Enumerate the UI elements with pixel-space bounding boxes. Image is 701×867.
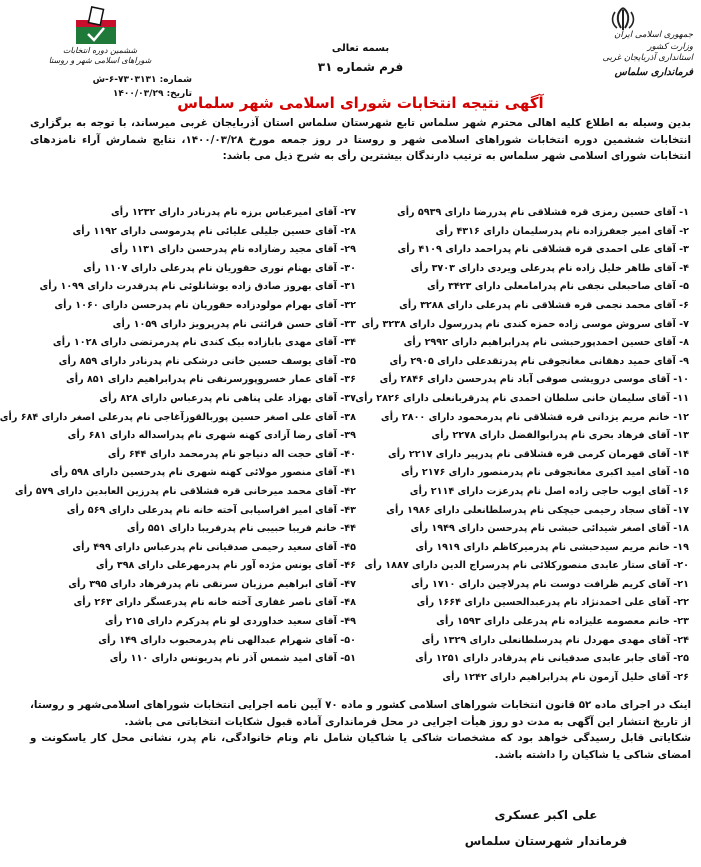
candidate-item: ۵۱- آقای امید شمس آذر نام پدریونس دارای ۱۱۰ رأی: [109, 653, 356, 665]
candidate-item: ۱۱- آقای سلیمان خانی سلطان احمدی نام پدرقربانعلی دارای ۲۸۲۶ رأی: [355, 392, 689, 404]
form-number: فرم شماره ۳۱: [317, 60, 404, 74]
candidate-item: ۱۶- آقای ایوب حاجی زاده اصل نام پدرعزت دارای ۲۱۱۴ رأی: [409, 485, 689, 497]
candidate-item: ۴۰- آقای حجت اله دنیاجو نام پدرمحمد دارای ۶۴۴ رأی: [107, 448, 356, 460]
candidate-item: ۴۶- آقای یونس مژده آور نام پدرمهرعلی دارای ۳۹۸ رأی: [95, 560, 356, 572]
candidate-item: ۴- آقای طاهر خلیل زاده نام پدرعلی ویردی دارای ۳۷۰۳ رأی: [410, 262, 689, 274]
candidate-item: ۱۳- آقای فرهاد بحری نام پدرابوالفضل دارای ۲۲۷۸ رأی: [431, 430, 689, 442]
candidate-item: ۲۹- آقای مجید رضازاده نام پدرحسن دارای ۱۱۳۱ رأی: [110, 244, 356, 256]
candidate-item: ۱۴- آقای قهرمان کرمی قره قشلاقی نام پدرپیر دارای ۲۲۱۷ رأی: [387, 448, 689, 460]
candidate-item: ۲۳- خانم معصومه علیزاده نام پدرعلی دارای ۱۵۹۳ رأی: [436, 616, 689, 628]
candidate-item: ۳۶- آقای عمار خسروپورسرنقی نام پدرابراهیم دارای ۸۵۱ رأی: [65, 374, 356, 386]
candidate-item: ۳۰- آقای بهنام نوری حقوریان نام پدرعلی دارای ۱۱۰۷ رأی: [83, 262, 356, 274]
candidate-item: ۲۰- آقای ستار عابدی منصورکلائی نام پدرسراج الدین دارای ۱۸۸۷ رأی: [364, 560, 689, 572]
candidate-item: ۴۸- آقای ناصر غفاری آخته خانه نام پدرعسگر دارای ۲۶۳ رأی: [73, 597, 356, 609]
candidate-item: ۳۷- آقای بهزاد علی پناهی نام پدرعباس دارای ۸۲۸ رأی: [99, 392, 356, 404]
candidate-item: ۲۲- آقای علی احمدنژاد نام پدرعبدالحسین دارای ۱۶۶۴ رأی: [416, 597, 689, 609]
candidate-item: ۶- آقای محمد نجمی قره قشلاقی نام پدرعلی دارای ۳۲۸۸ رأی: [399, 299, 689, 311]
candidate-item: ۳۱- آقای بهروز صادق زاده یوشانلوئی نام پدرقدرت دارای ۱۰۹۹ رأی: [39, 281, 356, 293]
candidate-item: ۱- آقای حسین رمزی قره قشلاقی نام پدررضا دارای ۵۹۳۹ رأی: [396, 207, 689, 218]
candidate-item: ۲۵- آقای جابر عابدی صدقیانی نام پدرقادر دارای ۱۲۵۱ رأی: [415, 653, 689, 665]
candidate-item: ۴۹- آقای سعید خداوردی لو نام پدرکرم دارای ۲۱۵ رأی: [104, 616, 356, 628]
candidate-item: ۲- آقای امیر جعفرزاده نام پدرسلیمان دارای ۴۳۱۶ رأی: [435, 225, 689, 237]
candidate-list-left: [0, 204, 356, 669]
candidate-item: ۲۴- آقای مهدی مهردل نام پدرسلطانعلی دارای ۱۳۲۹ رأی: [421, 634, 689, 646]
candidate-item: ۱۸- آقای اصغر شیدائی حبشی نام پدرحسن دارای ۱۹۴۹ رأی: [410, 523, 689, 535]
candidate-item: ۴۷- آقای ابراهیم مرزبان سرنقی نام پدرفرهاد دارای ۳۹۵ رأی: [68, 578, 356, 590]
candidate-item: ۳۴- آقای مهدی بابازاده بیک کندی نام پدرمرتضی دارای ۱۰۲۸ رأی: [52, 337, 356, 349]
signer-name: علی اکبر عسکری: [494, 808, 598, 822]
signer-title: فرماندار شهرستان سلماس: [464, 834, 628, 848]
candidate-item: ۲۶- آقای خلیل آزمون نام پدرابراهیم دارای ۱۲۴۲ رأی: [442, 671, 689, 683]
candidate-item: ۴۴- خانم فریبا حبیبی نام پدرفریبا دارای ۵۵۱ رأی: [126, 523, 356, 535]
candidate-list-right: [355, 204, 689, 687]
council-line: شوراهای اسلامی شهر و روستا: [48, 56, 152, 65]
governorate-name: فرمانداری سلماس: [614, 66, 693, 78]
candidate-item: ۲۱- آقای کریم ظرافت دوست نام پدرلاچین دارای ۱۷۱۰ رأی: [411, 578, 689, 590]
candidate-item: ۵- آقای صاحبعلی نجفی نام پدرامامعلی دارای ۳۴۲۳ رأی: [427, 281, 689, 293]
candidate-item: ۴۳- آقای امیر افراسیابی آخته خانه نام پدرعلی دارای ۵۶۹ رأی: [66, 504, 356, 516]
candidate-item: ۸- آقای حسین احمدپورحبشی نام پدرابراهیم دارای ۲۹۹۲ رأی: [403, 337, 689, 349]
candidate-item: ۱۵- آقای امید اکبری مغانجوقی نام پدرمنصور دارای ۲۱۷۶ رأی: [400, 467, 689, 479]
candidate-item: ۵۰- آقای شهرام عبدالهی نام پدرمحبوب دارای ۱۴۹ رأی: [98, 634, 356, 646]
candidate-item: ۳۳- آقای حسن قرائتی نام پدرپرویز دارای ۱۰۵۹ رأی: [112, 318, 356, 330]
candidate-item: ۳۵- آقای یوسف حسین خانی درشکی نام پدرنادر دارای ۸۵۹ رأی: [58, 355, 356, 367]
candidate-item: ۴۲- آقای محمد میرخانی قره قشلاقی نام پدرزین العابدین دارای ۵۷۹ رأی: [14, 485, 356, 497]
basmala: بسمه تعالی: [331, 43, 390, 54]
candidate-item: ۱۰- آقای موسی درویشی صوفی آباد نام پدرحسن دارای ۲۸۴۶ رأی: [379, 374, 689, 386]
candidate-item: ۲۸- آقای حسین جلیلی علیائی نام پدرموسی دارای ۱۱۹۲ رأی: [72, 225, 356, 237]
candidate-item: ۷- آقای سروش موسی زاده حمزه کندی نام پدررسول دارای ۳۲۳۸ رأی: [361, 318, 689, 330]
council-line: ششمین دوره انتخابات: [62, 46, 138, 55]
intro-paragraph: بدین وسیله به اطلاع کلیه اهالی محترم شهر سلماس تابع شهرستان سلماس استان آذربایجان غربی میرساند، با توجه به برگزاری انتخابات ششمین دوره انتخابات شوراهای اسلامی شهر و روستا در روز جمعه مورخ ۱۴۰۰/۰۳/۲۸، نتایج شمارش آراء نامزدهای انتخابات شورای اسلامی شهر سلماس به ترتیب دارندگان بیشترین رأی به شرح ذیل می باشد:: [30, 117, 692, 162]
closing-paragraph-2: شکایاتی قابل رسیدگی خواهد بود که مشخصات شاکی یا شاکیان شامل نام ونام خانوادگی، نام پدر، نشانی محل کار یاسکونت و امضای شاکی یا شاکیان را داشته باشد.: [30, 732, 691, 761]
candidate-item: ۴۵- آقای سعید رحیمی صدقیانی نام پدرعباس دارای ۴۹۹ رأی: [72, 541, 356, 553]
candidate-item: ۳۹- آقای رضا آزادی کهنه شهری نام پدراسداله دارای ۶۸۱ رأی: [67, 430, 356, 442]
ref-number: شماره: ۷۳۰۳۱۳۱-۶-ش: [92, 75, 192, 85]
candidate-item: ۴۱- آقای منصور مولائی کهنه شهری نام پدرحسین دارای ۵۹۸ رأی: [50, 467, 356, 479]
candidate-item: ۲۷- آقای امیرعباس برزه نام پدرنادر دارای ۱۲۳۲ رأی: [111, 207, 356, 218]
closing-section: [30, 697, 691, 763]
ref-date: تاریخ: ۱۴۰۰/۰۳/۲۹: [112, 89, 192, 99]
candidate-item: ۳۲- آقای بهرام مولودزاده حقوریان نام پدرحسن دارای ۱۰۶۰ رأی: [54, 299, 356, 311]
org-line: وزارت کشور: [647, 41, 693, 52]
candidate-item: ۳۸- آقای علی اصغر حسین پوربالقوزآغاجی نام پدرعلی اصغر دارای ۶۸۴ رأی: [0, 411, 356, 423]
org-line: استانداری آذربایجان غربی: [602, 53, 693, 63]
org-line: جمهوری اسلامی ایران: [614, 30, 693, 40]
candidate-item: ۳- آقای علی احمدی قره قشلاقی نام پدراحمد دارای ۴۱۰۹ رأی: [397, 244, 689, 256]
announcement-title: آگهی نتیجه انتخابات شورای اسلامی شهر سلماس: [177, 94, 544, 112]
candidate-item: ۱۹- خانم مریم سیدحبشی نام پدرمیرکاظم دارای ۱۹۱۹ رأی: [415, 541, 689, 553]
closing-paragraph-1: اینک در اجرای ماده ۵۲ قانون انتخابات شوراهای اسلامی کشور و ماده ۷۰ آیین نامه اجرایی انتخابات شوراهای اسلامی‌شهر و روستا، از تاریخ انتشار این آگهی به مدت دو روز هیأت اجرایی در محل فرمانداری آماده قبول شکایات انتخاباتی می باشد.: [30, 699, 692, 728]
candidate-item: ۹- آقای حمید دهقانی مغانجوقی نام پدرتقدعلی دارای ۲۹۰۵ رأی: [389, 355, 689, 367]
election-ballot-box-logo: [68, 6, 124, 46]
candidate-item: ۱۷- آقای سجاد رحیمی حیچکی نام پدرسلطانعلی دارای ۱۹۸۶ رأی: [386, 504, 689, 516]
candidate-item: ۱۲- خانم مریم یزدانی قره قشلاقی نام پدرمحمود دارای ۲۸۰۰ رأی: [380, 411, 689, 423]
